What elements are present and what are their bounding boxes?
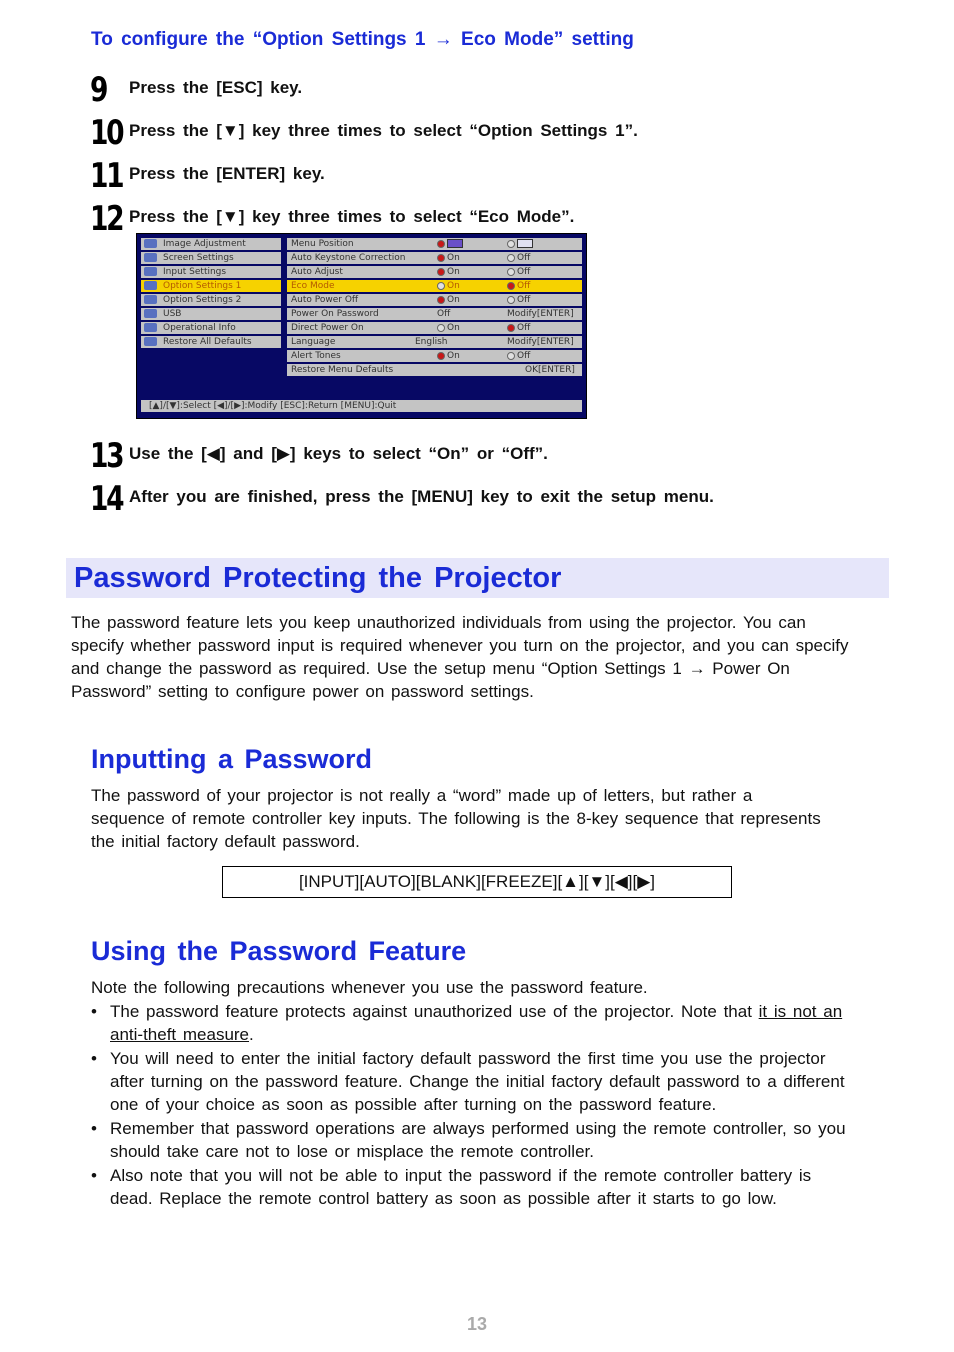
- list-item: • The password feature protects against unauthorized use of the projector. Note that it is not an anti-theft measure.: [91, 1002, 843, 1044]
- radio-off-icon: [507, 268, 515, 276]
- screen-icon: [144, 253, 157, 262]
- position-icon: [447, 239, 463, 248]
- menu-right-row: Menu Position: [287, 238, 582, 250]
- menu-right-row-selected: Eco Mode On Off: [287, 280, 582, 292]
- step-text: Use the [◀] and [▶] keys to select “On” or “Off”.: [129, 444, 548, 463]
- menu-right-row: Direct Power On On Off: [287, 322, 582, 334]
- section-intro: The password feature lets you keep unauthorized individuals from using the projector. You can specify whether password input is required whenever you turn on the projector, and you can specify and change the password as required. Use the setup menu “Option Settings 1 → Power On Password” setting to configure power on password settings.: [71, 613, 849, 701]
- gear-icon: [144, 295, 157, 304]
- usb-icon: [144, 309, 157, 318]
- info-icon: [144, 323, 157, 332]
- radio-off-icon: [507, 240, 515, 248]
- inputting-text: The password of your projector is not really a “word” made up of letters, but rather a sequence of remote controller key inputs. The following is the 8-key sequence that represents the initial factory default password.: [91, 786, 821, 851]
- radio-on-icon: [507, 324, 515, 332]
- position-icon: [517, 239, 533, 248]
- step-number: 11: [90, 156, 123, 196]
- menu-left-item: Screen Settings: [141, 252, 281, 264]
- bullet-mark: •: [91, 1002, 97, 1021]
- restore-icon: [144, 337, 157, 346]
- page-number: 13: [466, 1314, 488, 1334]
- menu-left-item: Image Adjustment: [141, 238, 281, 250]
- menu-left-item: Restore All Defaults: [141, 336, 281, 348]
- radio-on-icon: [437, 254, 445, 262]
- emphasis-underline: it is not an anti-theft measure: [110, 1002, 843, 1044]
- radio-on-icon: [437, 352, 445, 360]
- step-text: Press the [▼] key three times to select “Option Settings 1”.: [129, 121, 638, 140]
- using-intro: Note the following precautions whenever you use the password feature.: [91, 978, 648, 997]
- radio-on-icon: [437, 268, 445, 276]
- menu-left-item: Option Settings 2: [141, 294, 281, 306]
- radio-off-icon: [507, 254, 515, 262]
- precautions-list: [91, 1000, 851, 1211]
- menu-right-row: Auto Adjust On Off: [287, 266, 582, 278]
- step-number: 10: [90, 113, 123, 153]
- default-password-sequence: [INPUT][AUTO][BLANK][FREEZE][▲][▼][◀][▶]: [222, 866, 732, 898]
- section-title: Password Protecting the Projector: [74, 562, 562, 594]
- step-text: Press the [ENTER] key.: [129, 164, 325, 183]
- using-title: Using the Password Feature: [91, 936, 467, 966]
- radio-on-icon: [437, 296, 445, 304]
- menu-left-item-selected: Option Settings 1: [141, 280, 281, 292]
- list-item: • Also note that you will not be able to input the password if the remote controller battery is dead. Replace the remote control battery as soon as possible after it starts to go low.: [91, 1166, 812, 1208]
- input-icon: [144, 267, 157, 276]
- menu-right-row: Auto Keystone Correction On Off: [287, 252, 582, 264]
- step-text: Press the [ESC] key.: [129, 78, 303, 97]
- list-item: • You will need to enter the initial factory default password the first time you use the projector after turning on the password feature. Change the initial factory default password to a different one of your choice as soon as possible after turning on the password feature.: [91, 1049, 845, 1114]
- step-text: Press the [▼] key three times to select “Eco Mode”.: [129, 207, 575, 226]
- bullet-mark: •: [91, 1119, 97, 1138]
- menu-right-row: Alert Tones On Off: [287, 350, 582, 362]
- step-number: 13: [90, 436, 123, 476]
- menu-left-item: USB: [141, 308, 281, 320]
- list-item: • Remember that password operations are always performed using the remote controller, so you should take care not to lose or misplace the remote controller.: [91, 1119, 846, 1161]
- inputting-title: Inputting a Password: [91, 744, 373, 774]
- step-number: 9: [90, 70, 107, 110]
- menu-right-row: Power On Password Off Modify[ENTER]: [287, 308, 582, 320]
- step-number: 14: [90, 479, 123, 519]
- bullet-mark: •: [91, 1049, 97, 1068]
- bullet-mark: •: [91, 1166, 97, 1185]
- radio-off-icon: [437, 324, 445, 332]
- radio-off-icon: [507, 296, 515, 304]
- radio-off-icon: [437, 282, 445, 290]
- radio-off-icon: [507, 352, 515, 360]
- radio-on-icon: [437, 240, 445, 248]
- menu-right-row: Auto Power Off On Off: [287, 294, 582, 306]
- menu-right-row: Restore Menu Defaults OK[ENTER]: [287, 364, 582, 376]
- menu-status-bar: [▲]/[▼]:Select [◀]/[▶]:Modify [ESC]:Return [MENU]:Quit: [141, 400, 582, 412]
- step-number: 12: [90, 199, 123, 239]
- menu-right-row: Language English Modify[ENTER]: [287, 336, 582, 348]
- step-text: After you are finished, press the [MENU] key to exit the setup menu.: [129, 487, 714, 506]
- menu-left-item: Input Settings: [141, 266, 281, 278]
- image-adjust-icon: [144, 239, 157, 248]
- config-heading: To configure the “Option Settings 1 → Eco Mode” setting: [91, 29, 634, 50]
- menu-left-item: Operational Info: [141, 322, 281, 334]
- setup-menu-screenshot: [136, 233, 587, 419]
- gear-icon: [144, 281, 157, 290]
- radio-on-icon: [507, 282, 515, 290]
